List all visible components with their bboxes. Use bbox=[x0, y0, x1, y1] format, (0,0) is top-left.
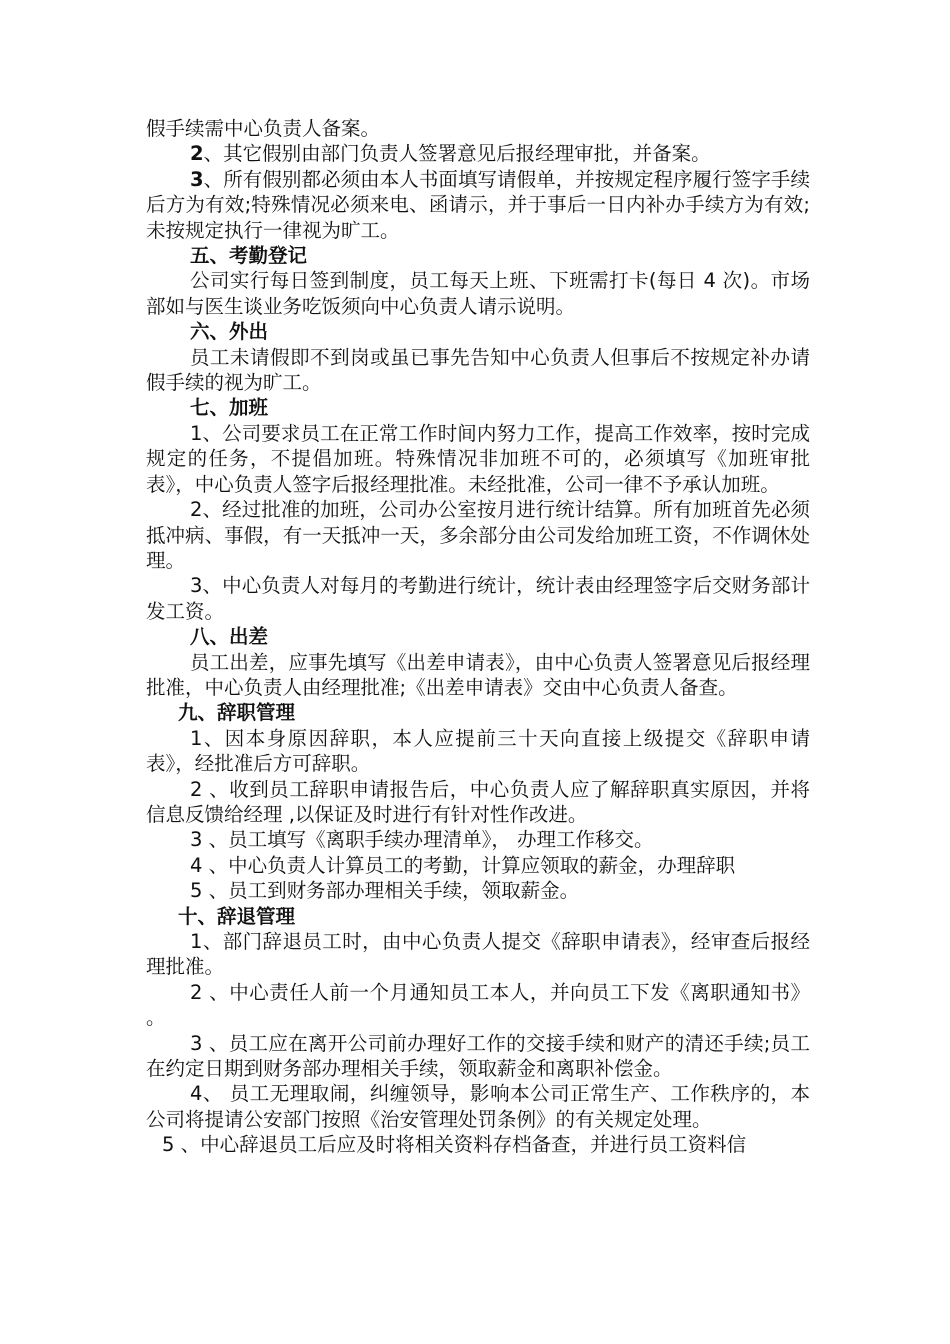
paragraph-text: 、其它假别由部门负责人签署意见后报经理审批，并备案。 bbox=[203, 142, 711, 166]
paragraph bbox=[146, 167, 810, 243]
paragraph: 3 、员工应在离开公司前办理好工作的交接手续和财产的清还手续;员工在约定日期到财务部办理相关手续，领取薪金和离职补偿金。 bbox=[146, 1031, 810, 1081]
paragraph: 2、经过批准的加班，公司办公室按月进行统计结算。所有加班首先必须抵冲病、事假，有一天抵冲一天，多余部分由公司发给加班工资，不作调休处理。 bbox=[146, 498, 810, 572]
section-heading: 六、外出 bbox=[190, 320, 269, 344]
paragraph: 5 、员工到财务部办理相关手续，领取薪金。 bbox=[190, 879, 580, 903]
section-heading: 九、辞职管理 bbox=[178, 701, 296, 725]
paragraph: 2 、收到员工辞职申请报告后，中心负责人应了解辞职真实原因，并将信息反馈给经理 ,以保证及时进行有针对性作改进。 bbox=[146, 777, 810, 826]
paragraph: 3、中心负责人对每月的考勤进行统计，统计表由经理签字后交财务部计发工资。 bbox=[146, 574, 810, 623]
item-number: 2 bbox=[190, 142, 204, 166]
paragraph: 5 、中心辞退员工后应及时将相关资料存档备查，并进行员工资料信 bbox=[162, 1133, 747, 1157]
paragraph-text: 、所有假别都必须由本人书面填写请假单，并按规定程序履行签字手续后方为有效;特殊情况必须来电、函请示，并于事后一日内补办手续方为有效;未按规定执行一律视为旷工。 bbox=[146, 167, 810, 242]
paragraph: 2 、中心责任人前一个月通知员工本人，并向员工下发《离职通知书》 。 bbox=[146, 980, 810, 1030]
paragraph: 员工未请假即不到岗或虽已事先告知中心负责人但事后不按规定补办请假手续的视为旷工。 bbox=[146, 345, 810, 395]
paragraph: 公司实行每日签到制度，员工每天上班、下班需打卡(每日 4 次)。市场部如与医生谈业务吃饭须向中心负责人请示说明。 bbox=[146, 269, 810, 318]
section-heading: 十、辞退管理 bbox=[178, 904, 296, 928]
document-page bbox=[146, 116, 810, 1158]
item-number: 3 bbox=[190, 167, 204, 191]
paragraph bbox=[146, 141, 810, 166]
paragraph: 员工出差，应事先填写《出差申请表》，由中心负责人签署意见后报经理批准，中心负责人由经理批准;《出差申请表》交由中心负责人备查。 bbox=[146, 650, 810, 699]
paragraph: 1、公司要求员工在正常工作时间内努力工作，提高工作效率，按时完成规定的任务，不提倡加班。特殊情况非加班不可的，必须填写《加班审批表》，中心负责人签字后报经理批准。未经批准，公司一律不予承认加班。 bbox=[146, 421, 810, 496]
section-heading: 七、加班 bbox=[190, 396, 269, 420]
paragraph: 4、 员工无理取闹，纠缠领导，影响本公司正常生产、工作秩序的，本公司将提请公安部门按照《治安管理处罚条例》的有关规定处理。 bbox=[146, 1082, 810, 1131]
section-heading: 八、出差 bbox=[190, 625, 269, 649]
section-heading: 五、考勤登记 bbox=[190, 244, 308, 268]
paragraph: 4 、中心负责人计算员工的考勤，计算应领取的薪金，办理辞职 bbox=[190, 853, 736, 877]
paragraph: 3 、员工填写《离职手续办理清单》， 办理工作移交。 bbox=[190, 828, 654, 852]
paragraph: 假手续需中心负责人备案。 bbox=[146, 117, 381, 140]
paragraph: 1、部门辞退员工时，由中心负责人提交《辞职申请表》，经审查后报经理批准。 bbox=[146, 930, 810, 979]
paragraph: 1、因本身原因辞职，本人应提前三十天向直接上级提交《辞职申请表》，经批准后方可辞职。 bbox=[146, 726, 810, 776]
